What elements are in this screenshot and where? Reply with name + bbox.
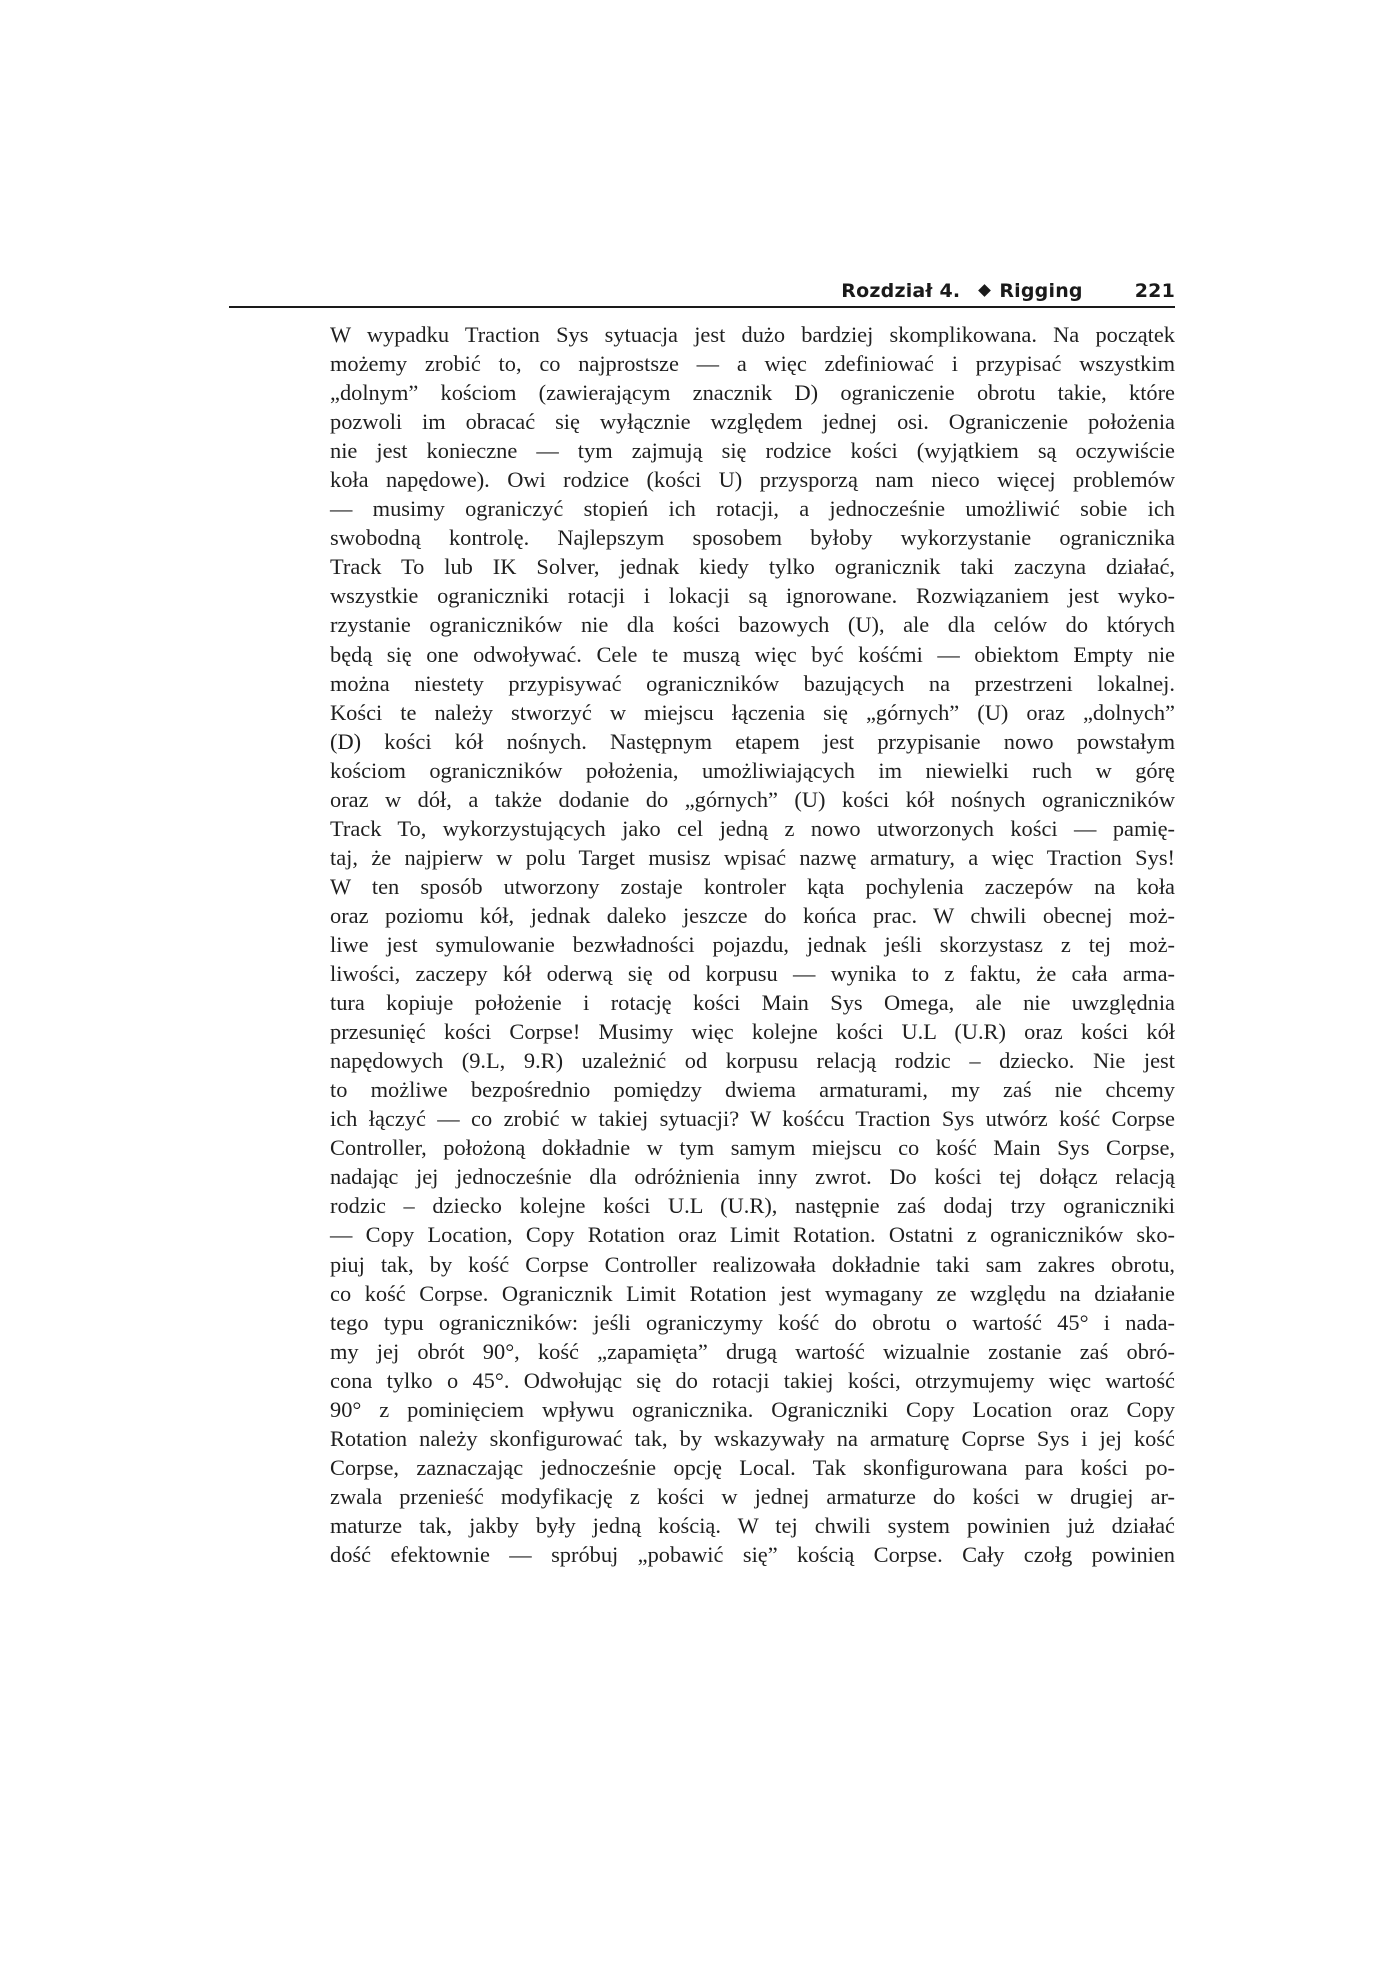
text-line: piuj tak, by kość Corpse Controller realizowała dokładnie taki sam zakres obrotu, xyxy=(330,1251,1175,1277)
text-line: „dolnym” kościom (zawierającym znacznik D) ograniczenie obrotu takie, które xyxy=(330,380,1175,406)
text-line: kościom ograniczników położenia, umożliwiających im niewielki ruch w górę xyxy=(330,757,1175,783)
text-line: oraz poziomu kół, jednak daleko jeszcze do końca prac. W chwili obecnej moż- xyxy=(330,902,1175,928)
diamond-icon xyxy=(978,284,991,297)
text-line: zwala przenieść modyfikację z kości w jednej armaturze do kości w drugiej ar- xyxy=(330,1483,1175,1509)
text-line: Kości te należy stworzyć w miejscu łączenia się „górnych” (U) oraz „dolnych” xyxy=(330,699,1175,725)
text-line: — Copy Location, Copy Rotation oraz Limit Rotation. Ostatni z ograniczników sko- xyxy=(330,1222,1175,1248)
text-line: liwości, zaczepy kół oderwą się od korpusu — wynika to z faktu, że cała arma- xyxy=(330,961,1175,987)
text-line: przesunięć kości Corpse! Musimy więc kolejne kości U.L (U.R) oraz kości kół xyxy=(330,1019,1175,1045)
text-line: maturze tak, jakby były jedną kością. W tej chwili system powinien już działać xyxy=(330,1512,1175,1538)
text-line: co kość Corpse. Ogranicznik Limit Rotation jest wymagany ze względu na działanie xyxy=(330,1280,1175,1306)
text-line: oraz w dół, a także dodanie do „górnych” (U) kości kół nośnych ograniczników xyxy=(330,786,1175,812)
text-line: swobodną kontrolę. Najlepszym sposobem byłoby wykorzystanie ogranicznika xyxy=(330,525,1175,551)
page-number: 221 xyxy=(1134,280,1175,302)
text-line: pozwoli im obracać się wyłącznie względem jednej osi. Ograniczenie położenia xyxy=(330,409,1175,435)
text-line: nadając jej jednocześnie dla odróżnienia inny zwrot. Do kości tej dołącz relacją xyxy=(330,1164,1175,1190)
body-paragraph xyxy=(330,320,1175,1569)
text-line: można niestety przypisywać ograniczników bazujących na przestrzeni lokalnej. xyxy=(330,670,1175,696)
text-line: tura kopiuje położenie i rotację kości Main Sys Omega, ale nie uwzględnia xyxy=(330,990,1175,1016)
text-line: Track To, wykorzystujących jako cel jedną z nowo utworzonych kości — pamię- xyxy=(330,815,1175,841)
text-line: W wypadku Traction Sys sytuacja jest dużo bardziej skomplikowana. Na początek xyxy=(330,322,1175,347)
running-header xyxy=(229,276,1175,306)
text-line: będą się one odwoływać. Cele te muszą więc być kośćmi — obiektom Empty nie xyxy=(330,641,1175,667)
text-line: — musimy ograniczyć stopień ich rotacji, a jednocześnie umożliwić sobie ich xyxy=(330,496,1175,522)
text-line: rodzic – dziecko kolejne kości U.L (U.R), następnie zaś dodaj trzy ograniczniki xyxy=(330,1193,1175,1219)
text-line: Controller, położoną dokładnie w tym samym miejscu co kość Main Sys Corpse, xyxy=(330,1135,1175,1161)
text-line: nie jest konieczne — tym zajmują się rodzice kości (wyjątkiem są oczywiście xyxy=(330,438,1175,464)
section-label: Rigging xyxy=(999,280,1083,302)
text-line: taj, że najpierw w polu Target musisz wpisać nazwę armatury, a więc Traction Sys! xyxy=(330,844,1175,870)
text-line: rzystanie ograniczników nie dla kości bazowych (U), ale dla celów do których xyxy=(330,612,1175,638)
text-line: dość efektownie — spróbuj „pobawić się” kością Corpse. Cały czołg powinien xyxy=(330,1541,1175,1567)
text-line: Rotation należy skonfigurować tak, by wskazywały na armaturę Coprse Sys i jej kość xyxy=(330,1425,1175,1451)
text-line: liwe jest symulowanie bezwładności pojazdu, jednak jeśli skorzystasz z tej moż- xyxy=(330,931,1175,957)
text-line: ich łączyć — co zrobić w takiej sytuacji? W kośćcu Traction Sys utwórz kość Corpse xyxy=(330,1106,1175,1132)
text-line: koła napędowe). Owi rodzice (kości U) przysporzą nam nieco więcej problemów xyxy=(330,467,1175,493)
header-rule xyxy=(229,306,1175,308)
text-line: Track To lub IK Solver, jednak kiedy tylko ogranicznik taki zaczyna działać, xyxy=(330,554,1175,580)
text-line: cona tylko o 45°. Odwołując się do rotacji takiej kości, otrzymujemy więc wartość xyxy=(330,1367,1175,1393)
text-line: to możliwe bezpośrednio pomiędzy dwiema armaturami, my zaś nie chcemy xyxy=(330,1077,1175,1103)
text-line: Corpse, zaznaczając jednocześnie opcję Local. Tak skonfigurowana para kości po- xyxy=(330,1454,1175,1480)
text-line: napędowych (9.L, 9.R) uzależnić od korpusu relacją rodzic – dziecko. Nie jest xyxy=(330,1048,1175,1074)
text-line: my jej obrót 90°, kość „zapamięta” drugą wartość wizualnie zostanie zaś obró- xyxy=(330,1338,1175,1364)
text-line: możemy zrobić to, co najprostsze — a więc zdefiniować i przypisać wszystkim xyxy=(330,351,1175,377)
text-line: W ten sposób utworzony zostaje kontroler kąta pochylenia zaczepów na koła xyxy=(330,873,1175,899)
text-line: wszystkie ograniczniki rotacji i lokacji są ignorowane. Rozwiązaniem jest wyko- xyxy=(330,583,1175,609)
chapter-label: Rozdział 4. xyxy=(841,280,961,302)
text-line: (D) kości kół nośnych. Następnym etapem jest przypisanie nowo powstałym xyxy=(330,728,1175,754)
text-line: 90° z pominięciem wpływu ogranicznika. Ograniczniki Copy Location oraz Copy xyxy=(330,1396,1175,1422)
text-line: tego typu ograniczników: jeśli ograniczymy kość do obrotu o wartość 45° i nada- xyxy=(330,1309,1175,1335)
